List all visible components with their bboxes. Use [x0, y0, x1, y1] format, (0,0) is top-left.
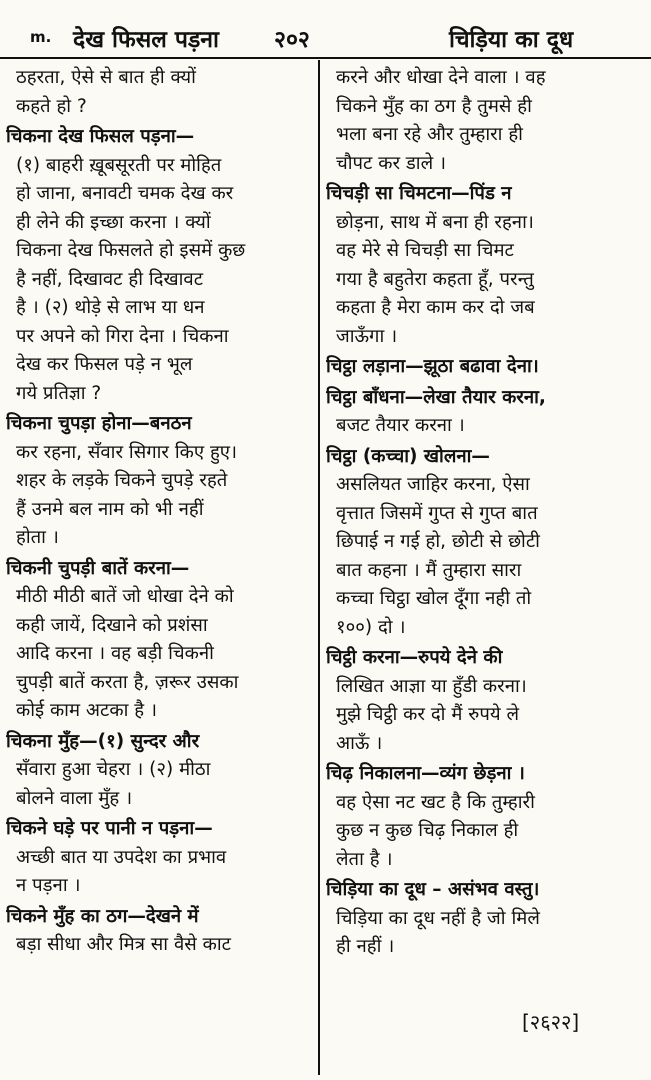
- entry-text-line: असलियत जाहिर करना, ऐसा: [336, 474, 530, 495]
- dictionary-entry: [6, 410, 308, 553]
- dictionary-entry: [326, 876, 638, 962]
- entry-headword-line: चिट्ठा बाँधना—लेखा तैयार करना,: [326, 386, 546, 408]
- left-column: [6, 64, 308, 962]
- dictionary-entry: [6, 123, 308, 408]
- dictionary-entry: [326, 353, 638, 382]
- entry-text-line: छोड़ना, साथ में बना ही रहना।: [336, 211, 534, 233]
- entry-text-line: आदि करना । वह बड़ी चिकनी: [16, 643, 214, 664]
- entry-text-line: होता ।: [16, 527, 59, 548]
- entry-text-line: छिपाई न गई हो, छोटी से छोटी: [336, 531, 540, 552]
- column-divider: [318, 60, 320, 1075]
- entry-headword-line: चिड़िया का दूध – असंभव वस्तु।: [326, 879, 540, 900]
- entry-text-line: वृत्तात जिसमें गुप्त से गुप्त बात: [336, 502, 538, 524]
- entry-text-line: वह मेरे से चिचड़ी सा चिमट: [336, 240, 514, 261]
- entry-text-line: मुझे चिट्ठी कर दो मैं रुपये ले: [336, 704, 520, 725]
- entry-text-line: बोलने वाला मुँह ।: [16, 787, 133, 809]
- entry-headword-line: चिकना मुँह—(१) सुन्दर और: [6, 730, 200, 752]
- entry-text-line: कहते हो ?: [16, 95, 87, 117]
- dictionary-entry: [326, 644, 638, 758]
- entry-text-line: बजट तैयार करना ।: [336, 415, 465, 436]
- entry-headword-line: चिट्ठा लड़ाना—झूठा बढावा देना।: [326, 356, 539, 377]
- header-rule: [0, 57, 651, 59]
- dictionary-entry: [6, 903, 308, 960]
- entry-text-line: अच्छी बात या उपदेश का प्रभाव: [16, 846, 227, 868]
- entry-text-line: हो जाना, बनावटी चमक देख कर: [16, 183, 234, 204]
- entry-text-line: भला बना रहे और तुम्हारा ही: [336, 124, 523, 145]
- dictionary-entry: [6, 815, 308, 901]
- entry-text-line: शहर के लड़के चिकने चुपड़े रहते: [16, 470, 228, 491]
- entry-text-line: चिकने मुँह का ठग है तुमसे ही: [336, 95, 532, 117]
- entry-text-line: करने और धोखा देने वाला । वह: [336, 67, 546, 88]
- right-column: [326, 64, 638, 964]
- entry-text-line: कोई काम अटका है ।: [16, 700, 157, 721]
- entry-headword-line: चिढ़ निकालना—व्यंग छेड़ना ।: [326, 763, 525, 784]
- entry-text-line: (१) बाहरी ख़ूबसूरती पर मोहित: [16, 154, 222, 176]
- header-left-guide-word: देख फिसल पड़ना: [73, 27, 219, 53]
- entry-text-line: देख कर फिसल पड़े न भूल: [16, 354, 193, 375]
- entry-text-line: ठहरता, ऐसे से बात ही क्यों: [16, 67, 196, 88]
- entry-text-line: ही नहीं ।: [336, 936, 395, 957]
- entry-text-line: जाऊँगा ।: [336, 325, 398, 347]
- entry-text-line: पर अपने को गिरा देना । चिकना: [16, 325, 229, 347]
- entry-headword-line: चिट्ठी करना—रुपये देने की: [326, 647, 503, 668]
- dictionary-entry: [6, 555, 308, 726]
- page-number: २०२: [274, 27, 310, 53]
- dictionary-entry: [326, 180, 638, 351]
- entry-text-line: चिड़िया का दूध नहीं है जो मिले: [336, 907, 540, 929]
- header-right-guide-word: चिड़िया का दूध: [449, 27, 574, 53]
- entry-text-line: गये प्रतिज्ञा ?: [16, 382, 102, 404]
- entry-text-line: कर रहना, सँवार सिगार किए हुए।: [16, 441, 238, 463]
- entry-text-line: कही जायें, दिखाने को प्रशंसा: [16, 614, 208, 636]
- entry-text-line: हैं उनमे बल नाम को भी नहीं: [16, 498, 204, 520]
- entry-headword-line: चिकनी चुपड़ी बातें करना—: [6, 557, 190, 579]
- entry-text-line: चौपट कर डाले ।: [336, 152, 447, 174]
- running-header: [0, 18, 651, 58]
- entry-headword-line: चिट्ठा (कच्चा) खोलना—: [326, 445, 490, 467]
- entry-text-line: गया है बहुतेरा कहता हूँ, परन्तु: [336, 268, 534, 290]
- entry-text-line: है । (२) थोड़े से लाभ या धन: [16, 297, 205, 318]
- entry-headword-line: चिचड़ी सा चिमटना—पिंड न: [326, 183, 512, 204]
- dictionary-entry: [6, 728, 308, 814]
- entry-text-line: ही लेने की इच्छा करना । क्यों: [16, 211, 211, 233]
- dictionary-entry: [326, 443, 638, 643]
- entry-headword-line: चिकने मुँह का ठग—देखने में: [6, 905, 199, 927]
- entry-text-line: लेता है ।: [336, 848, 393, 870]
- entry-text-line: वह ऐसा नट खट है कि तुम्हारी: [336, 791, 535, 813]
- entry-text-line: कहता है मेरा काम कर दो जब: [336, 297, 535, 318]
- entry-text-line: आऊँ ।: [336, 732, 383, 754]
- entry-headword-line: चिकना देख फिसल पड़ना—: [6, 126, 195, 147]
- entry-text-line: न पड़ना ।: [16, 875, 81, 896]
- dictionary-entry: [326, 384, 638, 441]
- entry-text-line: चिकना देख फिसलते हो इसमें कुछ: [16, 240, 246, 261]
- entry-text-line: कच्चा चिट्ठा खोल दूँगा नही तो: [336, 588, 532, 609]
- entry-text-line: लिखित आज्ञा या हुँडी करना।: [336, 675, 527, 697]
- entry-text-line: बड़ा सीधा और मित्र सा वैसे काट: [16, 934, 231, 955]
- dictionary-entry: [326, 64, 638, 178]
- entry-headword-line: चिकने घड़े पर पानी न पड़ना—: [6, 818, 213, 839]
- entry-text-line: चुपड़ी बातें करता है, ज़रूर उसका: [16, 671, 239, 693]
- dictionary-entry: [326, 760, 638, 874]
- entry-text-line: मीठी मीठी बातें जो धोखा देने को: [16, 586, 234, 607]
- entry-headword-line: चिकना चुपड़ा होना—बनठन: [6, 413, 192, 434]
- entry-text-line: सँवारा हुआ चेहरा । (२) मीठा: [16, 759, 211, 780]
- header-mark: m.: [30, 28, 52, 46]
- footer-reference: [२६२२]: [522, 1010, 580, 1034]
- entry-text-line: कुछ न कुछ चिढ़ निकाल ही: [336, 820, 519, 841]
- entry-text-line: है नहीं, दिखावट ही दिखावट: [16, 268, 204, 290]
- entry-text-line: १००) दो ।: [336, 616, 406, 638]
- entry-text-line: बात कहना । मैं तुम्हारा सारा: [336, 559, 522, 581]
- dictionary-entry: [6, 64, 308, 121]
